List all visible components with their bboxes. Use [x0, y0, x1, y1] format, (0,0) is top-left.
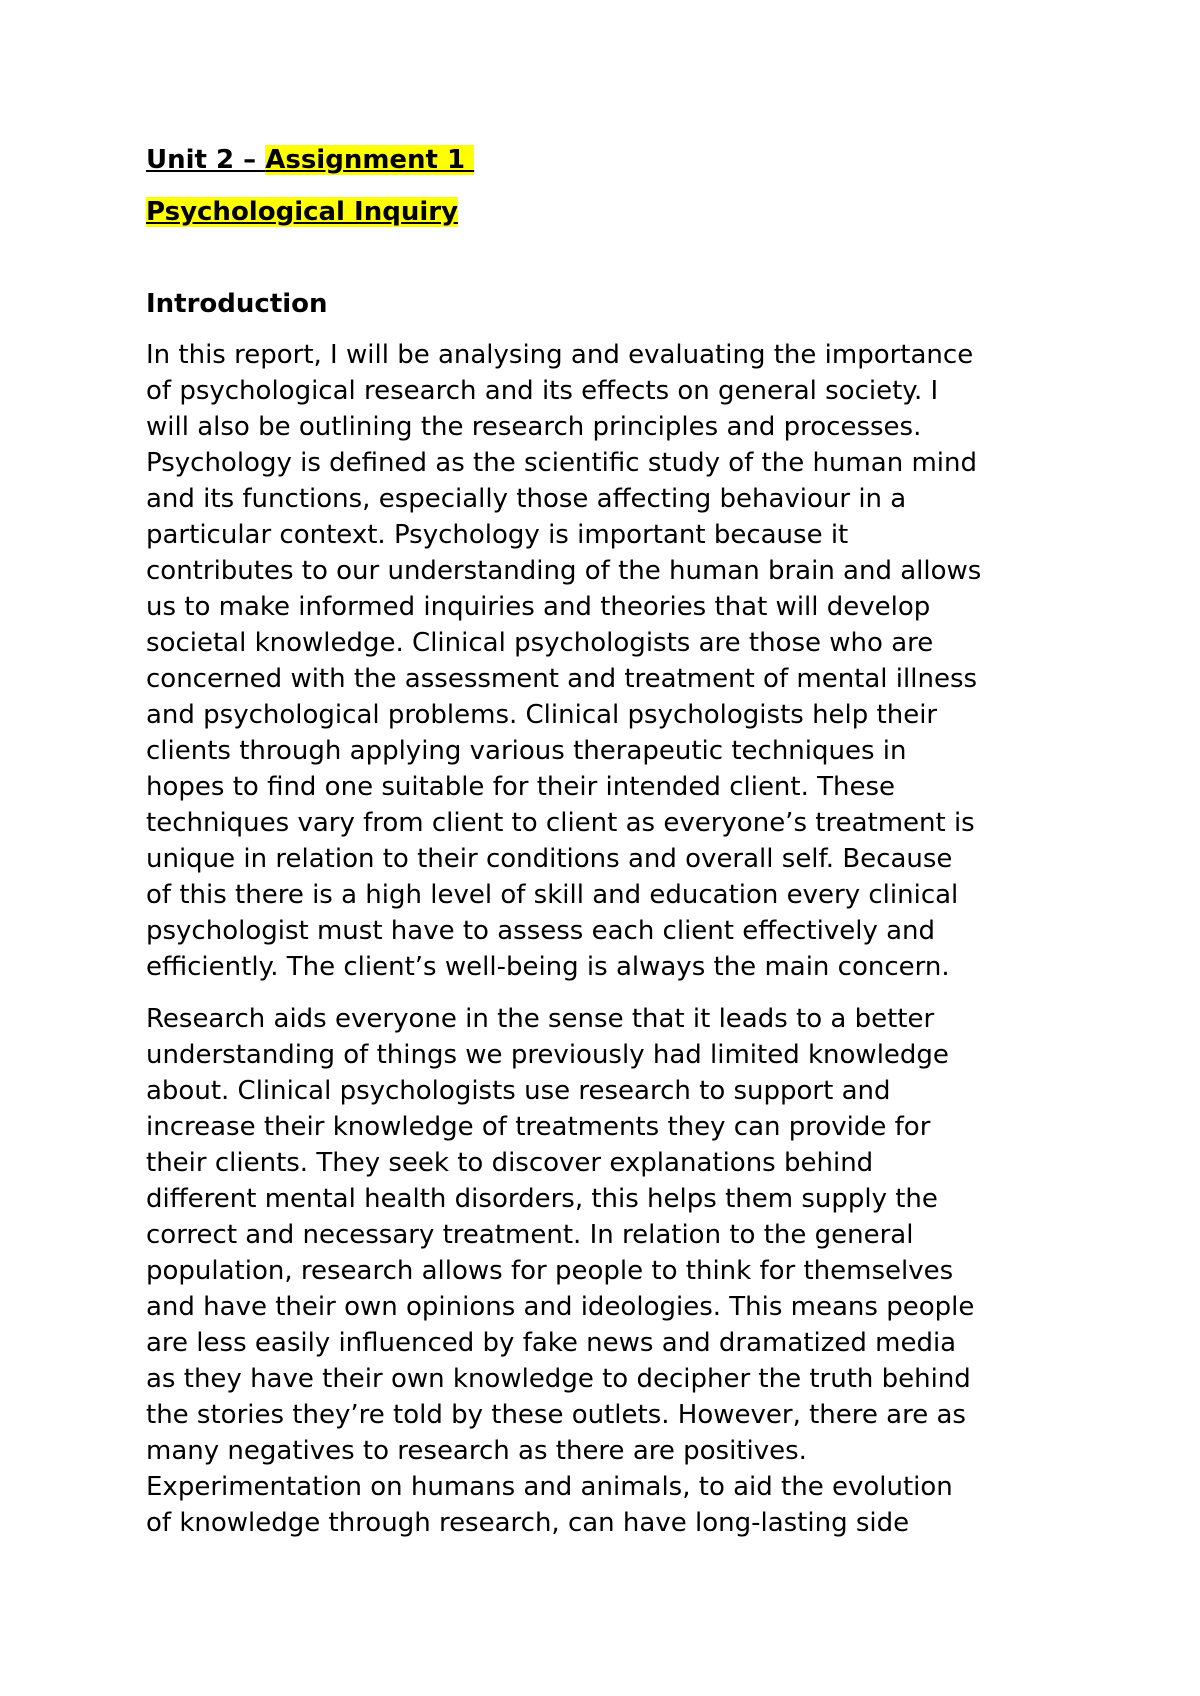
paragraph-line: correct and necessary treatment. In relation to the general	[146, 1220, 914, 1250]
paragraph-2	[146, 1001, 1076, 1541]
paragraph-line: unique in relation to their conditions and overall self. Because	[146, 844, 953, 874]
document-title	[146, 142, 1076, 178]
paragraph-line: clients through applying various therapeutic techniques in	[146, 736, 907, 766]
paragraph-line: the stories they’re told by these outlets. However, there are as	[146, 1400, 966, 1430]
paragraph-1	[146, 337, 1076, 985]
paragraph-line: many negatives to research as there are positives.	[146, 1436, 807, 1466]
paragraph-line: Experimentation on humans and animals, to aid the evolution	[146, 1472, 953, 1502]
paragraph-line: and have their own opinions and ideologies. This means people	[146, 1292, 975, 1322]
paragraph-line: us to make informed inquiries and theories that will develop	[146, 592, 931, 622]
paragraph-line: of psychological research and its effects on general society. I	[146, 376, 939, 406]
paragraph-line: of this there is a high level of skill and education every clinical	[146, 880, 959, 910]
paragraph-line: as they have their own knowledge to decipher the truth behind	[146, 1364, 971, 1394]
paragraph-line: Psychology is defined as the scientific study of the human mind	[146, 448, 977, 478]
paragraph-line: contributes to our understanding of the human brain and allows	[146, 556, 982, 586]
paragraph-line: efficiently. The client’s well-being is always the main concern.	[146, 952, 950, 982]
title-unit-text: Unit 2 –	[146, 145, 266, 175]
paragraph-line: techniques vary from client to client as everyone’s treatment is	[146, 808, 975, 838]
document-subtitle	[146, 194, 1076, 230]
paragraph-line: hopes to find one suitable for their intended client. These	[146, 772, 896, 802]
paragraph-line: particular context. Psychology is important because it	[146, 520, 849, 550]
paragraph-line: population, research allows for people to think for themselves	[146, 1256, 954, 1286]
paragraph-line: of knowledge through research, can have long-lasting side	[146, 1508, 910, 1538]
paragraph-line: psychologist must have to assess each client effectively and	[146, 916, 936, 946]
paragraph-line: and its functions, especially those affecting behaviour in a	[146, 484, 907, 514]
paragraph-line: understanding of things we previously had limited knowledge	[146, 1040, 949, 1070]
section-heading-introduction: Introduction	[146, 289, 328, 319]
paragraph-line: In this report, I will be analysing and evaluating the importance	[146, 340, 974, 370]
paragraph-line: their clients. They seek to discover explanations behind	[146, 1148, 874, 1178]
paragraph-line: are less easily influenced by fake news and dramatized media	[146, 1328, 957, 1358]
paragraph-line: Research aids everyone in the sense that it leads to a better	[146, 1004, 935, 1034]
paragraph-line: will also be outlining the research principles and processes.	[146, 412, 922, 442]
paragraph-line: concerned with the assessment and treatment of mental illness	[146, 664, 978, 694]
subtitle-highlight: Psychological Inquiry	[146, 197, 459, 227]
title-assignment-highlight: Assignment 1	[265, 145, 475, 175]
paragraph-line: different mental health disorders, this helps them supply the	[146, 1184, 938, 1214]
paragraph-line: increase their knowledge of treatments they can provide for	[146, 1112, 931, 1142]
paragraph-line: and psychological problems. Clinical psychologists help their	[146, 700, 938, 730]
paragraph-line: societal knowledge. Clinical psychologists are those who are	[146, 628, 934, 658]
document-body	[146, 142, 1076, 1541]
paragraph-line: about. Clinical psychologists use research to support and	[146, 1076, 891, 1106]
